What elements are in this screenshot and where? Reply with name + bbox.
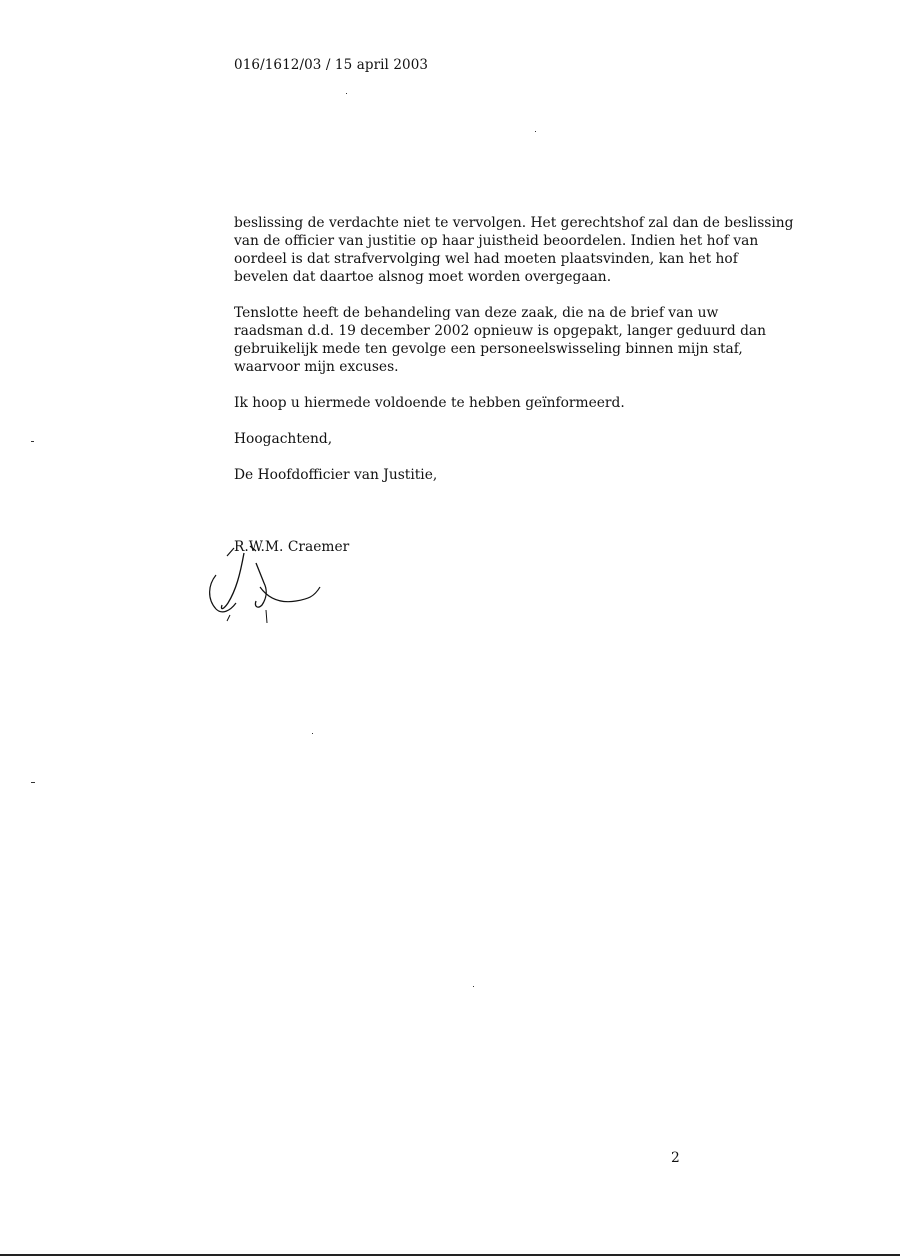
text-line: gebruikelijk mede ten gevolge een personeelswisseling binnen mijn staf, bbox=[234, 341, 743, 357]
paragraph-apology bbox=[234, 304, 794, 376]
letter-body bbox=[234, 214, 794, 502]
closing-salutation bbox=[234, 430, 794, 448]
handwritten-signature-icon bbox=[200, 535, 340, 630]
text-line: oordeel is dat strafvervolging wel had moeten plaatsvinden, kan het hof bbox=[234, 251, 738, 267]
scan-speck bbox=[535, 131, 536, 132]
text-line: beslissing de verdachte niet te vervolgen. Het gerechtshof zal dan de beslissing bbox=[234, 215, 794, 231]
text-line: Hoogachtend, bbox=[234, 431, 333, 447]
scan-speck bbox=[312, 733, 313, 734]
text-line: De Hoofdofficier van Justitie, bbox=[234, 467, 438, 483]
paragraph-informed bbox=[234, 394, 794, 412]
text-line: Ik hoop u hiermede voldoende te hebben geïnformeerd. bbox=[234, 395, 625, 411]
text-line: van de officier van justitie op haar juistheid beoordelen. Indien het hof van bbox=[234, 233, 759, 249]
scan-speck bbox=[31, 782, 35, 783]
signer-title bbox=[234, 466, 794, 484]
scan-speck bbox=[346, 93, 347, 94]
scan-speck bbox=[473, 986, 474, 987]
page-bottom-edge bbox=[0, 1254, 900, 1256]
text-line: raadsman d.d. 19 december 2002 opnieuw is opgepakt, langer geduurd dan bbox=[234, 323, 767, 339]
reference-date-line: 016/1612/03 / 15 april 2003 bbox=[234, 57, 429, 73]
text-line: Tenslotte heeft de behandeling van deze zaak, die na de brief van uw bbox=[234, 305, 719, 321]
page-number: 2 bbox=[671, 1150, 680, 1166]
text-line: waarvoor mijn excuses. bbox=[234, 359, 399, 375]
text-line: bevelen dat daartoe alsnog moet worden overgegaan. bbox=[234, 269, 612, 285]
scan-speck bbox=[31, 441, 34, 442]
paragraph-appeal-procedure bbox=[234, 214, 794, 286]
signer-name: R.W.M. Craemer bbox=[234, 539, 350, 555]
